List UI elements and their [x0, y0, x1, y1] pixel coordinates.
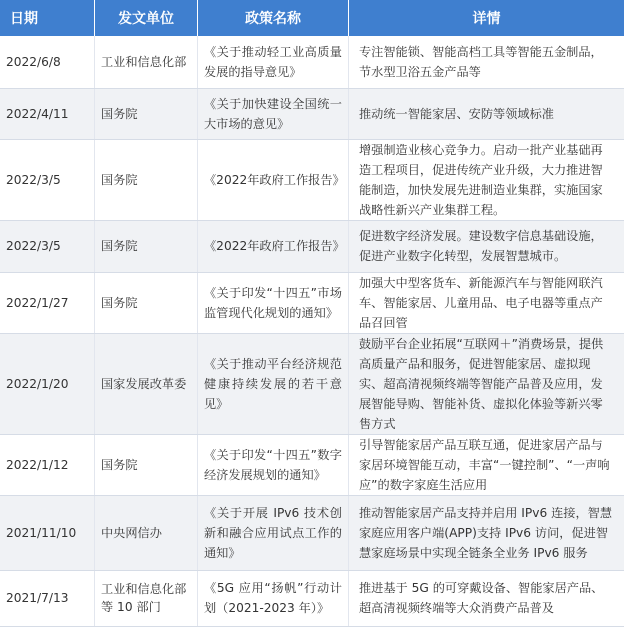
row-detail: 增强制造业核心竞争力。启动一批产业基础再造工程项目，促进传统产业升级，大力推进智能制造，加快发展先进制造业集群，实施国家战略性新兴产业集群工程。	[349, 139, 624, 220]
header-org: 发文单位	[95, 0, 198, 36]
row-policy: 《关于印发“十四五”市场监管现代化规划的通知》	[198, 272, 349, 333]
row-policy: 《2022年政府工作报告》	[198, 139, 349, 220]
table-row	[0, 88, 624, 139]
row-date: 2022/1/20	[0, 333, 95, 434]
row-policy: 《关于开展 IPv6 技术创新和融合应用试点工作的通知》	[198, 495, 349, 570]
row-detail: 促进数字经济发展。建设数字信息基础设施，促进产业数字化转型，发展智慧城市。	[349, 220, 624, 272]
row-org: 中央网信办	[95, 495, 198, 570]
row-date: 2022/1/27	[0, 272, 95, 333]
row-org: 国务院	[95, 434, 198, 495]
table-row	[0, 272, 624, 333]
header-policy: 政策名称	[198, 0, 349, 36]
row-org: 国务院	[95, 139, 198, 220]
row-detail: 推动智能家居产品支持并启用 IPv6 连接，智慧家庭应用客户端(APP)支持 IPv6 访问，促进智慧家庭场景中实现全链条全业务 IPv6 服务	[349, 495, 624, 570]
row-date: 2022/3/5	[0, 139, 95, 220]
row-date: 2022/3/5	[0, 220, 95, 272]
table-header-row	[0, 0, 624, 36]
row-policy: 《关于印发“十四五”数字经济发展规划的通知》	[198, 434, 349, 495]
header-date: 日期	[0, 0, 95, 36]
row-org: 国务院	[95, 272, 198, 333]
table-row	[0, 495, 624, 570]
table-row	[0, 333, 624, 434]
table-row	[0, 36, 624, 88]
row-detail: 引导智能家居产品互联互通，促进家居产品与家居环境智能互动，丰富“一键控制”、“一声响应”的数字家庭生活应用	[349, 434, 624, 495]
row-detail: 推进基于 5G 的可穿戴设备、智能家居产品、超高清视频终端等大众消费产品普及	[349, 570, 624, 626]
row-detail: 专注智能锁、智能高档工具等智能五金制品，节水型卫浴五金产品等	[349, 36, 624, 88]
row-org: 工业和信息化部等 10 部门	[95, 570, 198, 626]
row-policy: 《关于推动轻工业高质量发展的指导意见》	[198, 36, 349, 88]
row-org: 国务院	[95, 220, 198, 272]
table-row	[0, 434, 624, 495]
row-date: 2021/11/10	[0, 495, 95, 570]
table-row	[0, 570, 624, 626]
row-date: 2022/6/8	[0, 36, 95, 88]
row-detail: 推动统一智能家居、安防等领域标准	[349, 88, 624, 139]
header-detail: 详情	[349, 0, 624, 36]
row-policy: 《5G 应用“扬帆”行动计划（2021-2023 年）》	[198, 570, 349, 626]
row-policy: 《关于推动平台经济规范健康持续发展的若干意见》	[198, 333, 349, 434]
table-row	[0, 139, 624, 220]
row-policy: 《关于加快建设全国统一大市场的意见》	[198, 88, 349, 139]
row-org: 工业和信息化部	[95, 36, 198, 88]
row-date: 2021/7/13	[0, 570, 95, 626]
row-date: 2022/4/11	[0, 88, 95, 139]
row-detail: 鼓励平台企业拓展“互联网＋”消费场景，提供高质量产品和服务，促进智能家居、虚拟现实、超高清视频终端等智能产品普及应用，发展智能导购、智能补货、虚拟化体验等新兴零售方式	[349, 333, 624, 434]
row-org: 国家发展改革委	[95, 333, 198, 434]
row-org: 国务院	[95, 88, 198, 139]
table-row	[0, 220, 624, 272]
row-policy: 《2022年政府工作报告》	[198, 220, 349, 272]
row-date: 2022/1/12	[0, 434, 95, 495]
row-detail: 加强大中型客货车、新能源汽车与智能网联汽车、智能家居、儿童用品、电子电器等重点产品召回管	[349, 272, 624, 333]
